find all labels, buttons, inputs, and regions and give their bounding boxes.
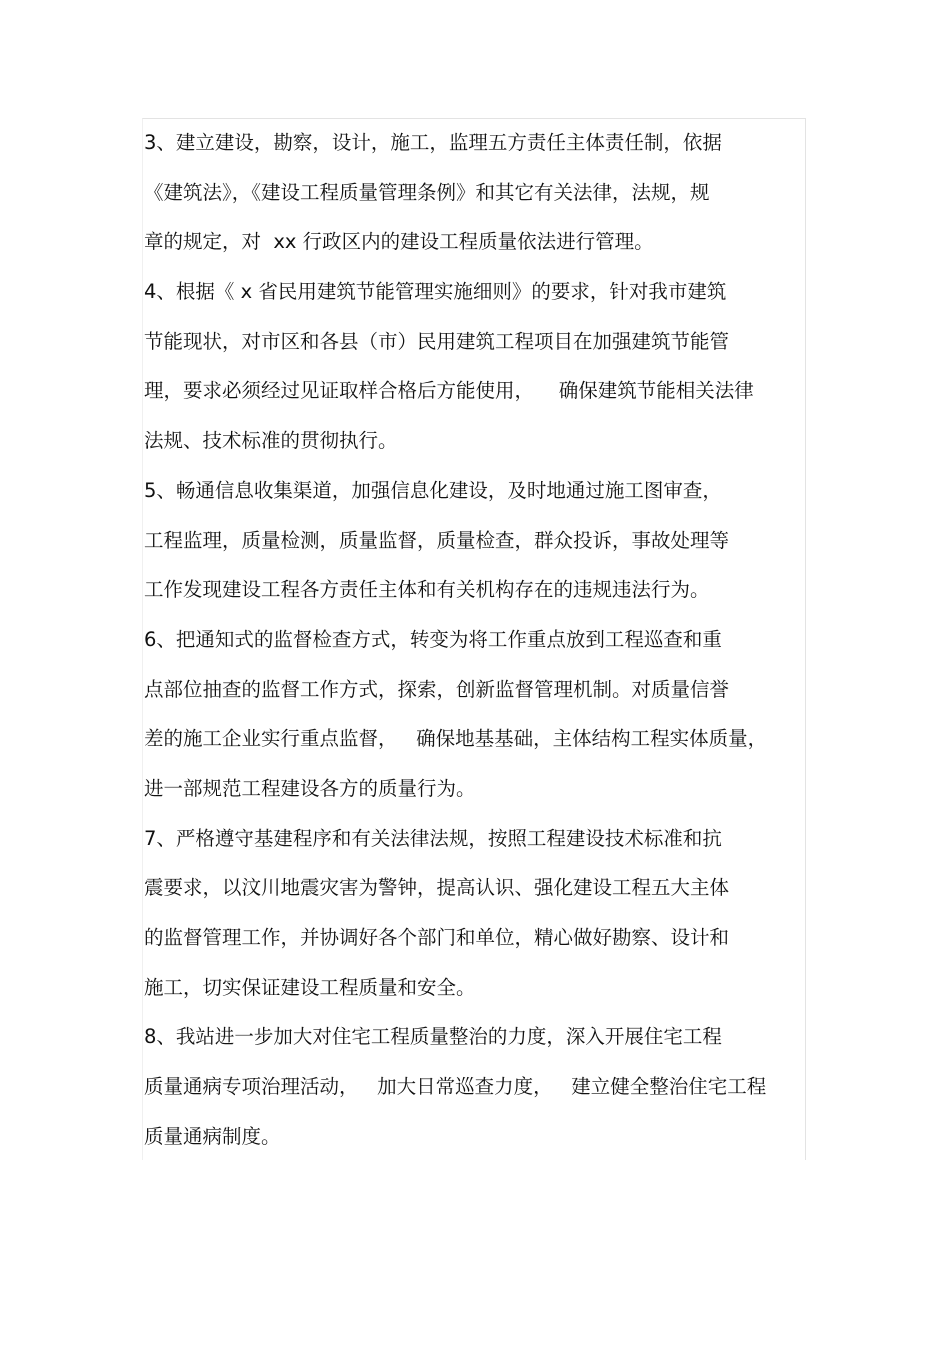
text-line: 章的规定，对 xx 行政区内的建设工程质量依法进行管理。 (144, 230, 654, 254)
text-line: 质量通病专项治理活动， 加大日常巡查力度， 建立健全整治住宅工程 (144, 1075, 767, 1099)
text-line: 7、严格遵守基建程序和有关法律法规，按照工程建设技术标准和抗 (144, 826, 722, 850)
text-line: 3、建立建设，勘察，设计，施工，监理五方责任主体责任制，依据 (144, 131, 722, 154)
text-line: 5、畅通信息收集渠道，加强信息化建设，及时地通过施工图审查， (144, 478, 722, 502)
text-line: 差的施工企业实行重点监督， 确保地基基础，主体结构工程实体质量， (144, 727, 768, 751)
text-line: 震要求，以汶川地震灾害为警钟，提高认识、强化建设工程五大主体 (144, 876, 730, 900)
text-line: 《建筑法》，《建设工程质量管理条例》和其它有关法律，法规，规 (144, 180, 710, 204)
text-line: 工作发现建设工程各方责任主体和有关机构存在的违规违法行为。 (144, 578, 710, 602)
text-line: 法规、技术标准的贯彻执行。 (144, 429, 398, 453)
text-line: 4、根据《 x 省民用建筑节能管理实施细则》的要求，针对我市建筑 (144, 280, 727, 304)
paragraph-6 (144, 615, 804, 814)
text-line: 的监督管理工作，并协调好各个部门和单位，精心做好勘察、设计和 (144, 926, 730, 949)
text-line: 进一部规范工程建设各方的质量行为。 (144, 776, 476, 800)
paragraph-7 (144, 814, 804, 1013)
paragraph-3 (144, 118, 804, 267)
text-line: 质量通病制度。 (144, 1124, 281, 1148)
text-line: 理，要求必须经过见证取样合格后方能使用， 确保建筑节能相关法律 (144, 379, 754, 403)
text-line: 6、把通知式的监督检查方式，转变为将工作重点放到工程巡查和重 (144, 627, 722, 651)
text-line: 8、我站进一步加大对住宅工程质量整治的力度，深入开展住宅工程 (144, 1025, 722, 1049)
paragraph-4 (144, 267, 804, 466)
text-line: 施工，切实保证建设工程质量和安全。 (144, 975, 476, 999)
text-line: 节能现状，对市区和各县（市）民用建筑工程项目在加强建筑节能管 (144, 329, 730, 353)
paragraph-5 (144, 466, 804, 615)
text-line: 工程监理，质量检测，质量监督，质量检查，群众投诉，事故处理等 (144, 528, 730, 552)
document-body (144, 118, 804, 1161)
paragraph-8 (144, 1012, 804, 1161)
text-line: 点部位抽查的监督工作方式，探索，创新监督管理机制。对质量信誉 (144, 677, 730, 701)
